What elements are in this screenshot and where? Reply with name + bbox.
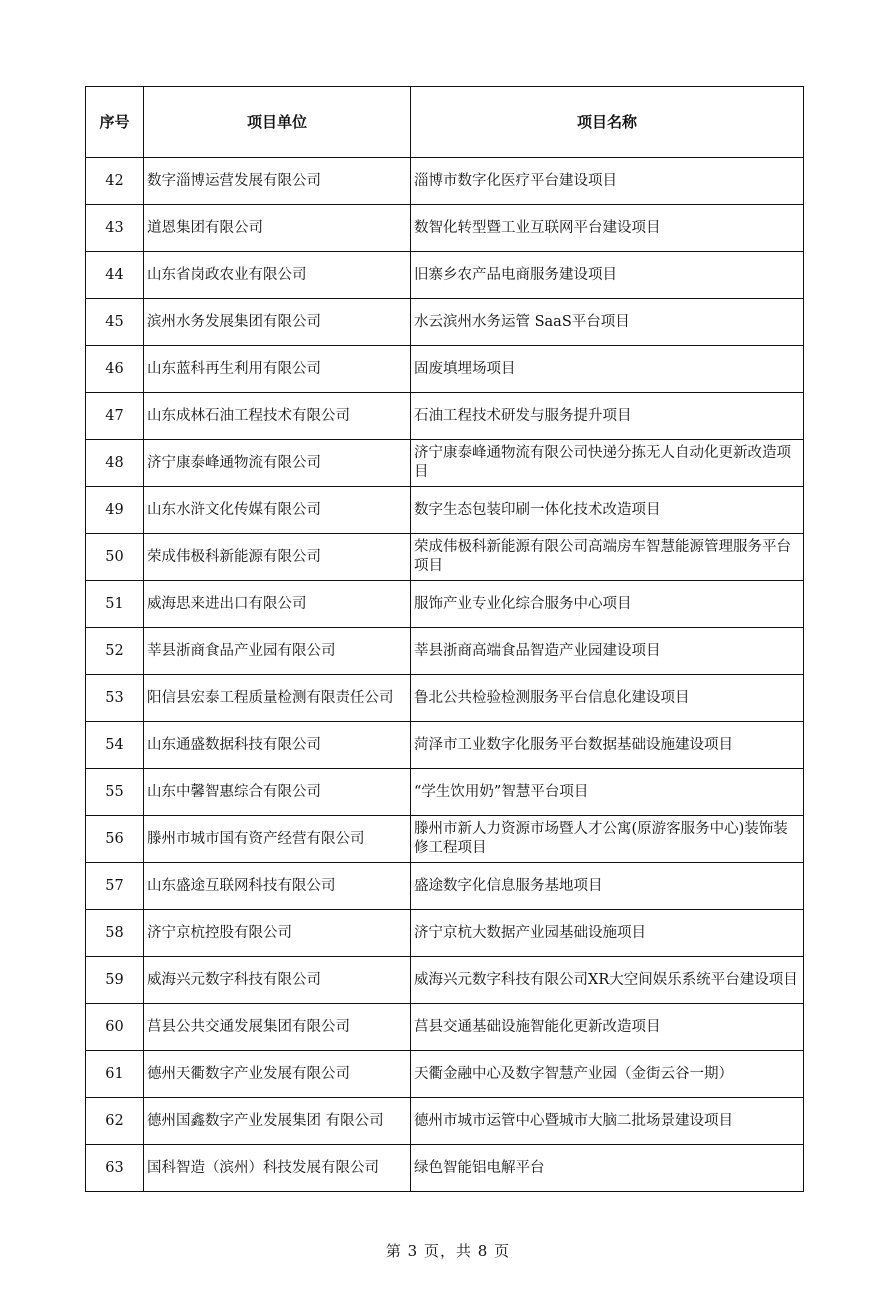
row-number-cell: 56 <box>86 816 144 863</box>
header-name: 项目名称 <box>411 87 804 158</box>
row-number-cell: 53 <box>86 675 144 722</box>
row-name-cell: 固废填埋场项目 <box>411 346 804 393</box>
row-name-cell: 威海兴元数字科技有限公司XR大空间娱乐系统平台建设项目 <box>411 957 804 1004</box>
row-unit-cell: 山东蓝科再生利用有限公司 <box>144 346 411 393</box>
row-name-cell: 济宁京杭大数据产业园基础设施项目 <box>411 910 804 957</box>
row-name-cell: 德州市城市运管中心暨城市大脑二批场景建设项目 <box>411 1098 804 1145</box>
table-row <box>86 910 804 957</box>
row-unit-cell: 德州天衢数字产业发展有限公司 <box>144 1051 411 1098</box>
row-number-cell: 57 <box>86 863 144 910</box>
row-unit-cell: 国科智造（滨州）科技发展有限公司 <box>144 1145 411 1192</box>
row-name-cell: 绿色智能铝电解平台 <box>411 1145 804 1192</box>
row-name-cell: 服饰产业专业化综合服务中心项目 <box>411 581 804 628</box>
table-row <box>86 722 804 769</box>
row-name-cell: 天衢金融中心及数字智慧产业园（金街云谷一期） <box>411 1051 804 1098</box>
table-row <box>86 1004 804 1051</box>
row-unit-cell: 山东盛途互联网科技有限公司 <box>144 863 411 910</box>
row-number-cell: 51 <box>86 581 144 628</box>
row-unit-cell: 数字淄博运营发展有限公司 <box>144 158 411 205</box>
row-number-cell: 60 <box>86 1004 144 1051</box>
row-number-cell: 54 <box>86 722 144 769</box>
row-number-cell: 63 <box>86 1145 144 1192</box>
row-unit-cell: 山东省岗政农业有限公司 <box>144 252 411 299</box>
row-name-cell: 莒县交通基础设施智能化更新改造项目 <box>411 1004 804 1051</box>
header-num: 序号 <box>86 87 144 158</box>
table-row <box>86 487 804 534</box>
row-name-cell: 石油工程技术研发与服务提升项目 <box>411 393 804 440</box>
row-unit-cell: 莒县公共交通发展集团有限公司 <box>144 1004 411 1051</box>
row-unit-cell: 济宁康泰峰通物流有限公司 <box>144 440 411 487</box>
page-footer: 第 3 页，共 8 页 <box>385 1242 511 1260</box>
row-number-cell: 46 <box>86 346 144 393</box>
row-number-cell: 61 <box>86 1051 144 1098</box>
header-unit: 项目单位 <box>144 87 411 158</box>
table-row <box>86 393 804 440</box>
table-body <box>86 158 804 1192</box>
row-number-cell: 47 <box>86 393 144 440</box>
row-number-cell: 45 <box>86 299 144 346</box>
row-number-cell: 42 <box>86 158 144 205</box>
row-unit-cell: 荣成伟极科新能源有限公司 <box>144 534 411 581</box>
row-number-cell: 55 <box>86 769 144 816</box>
table-row <box>86 1098 804 1145</box>
row-unit-cell: 道恩集团有限公司 <box>144 205 411 252</box>
row-name-cell: 菏泽市工业数字化服务平台数据基础设施建设项目 <box>411 722 804 769</box>
row-unit-cell: 威海思来进出口有限公司 <box>144 581 411 628</box>
row-unit-cell: 山东中馨智惠综合有限公司 <box>144 769 411 816</box>
table-row <box>86 346 804 393</box>
table-row <box>86 957 804 1004</box>
row-unit-cell: 阳信县宏泰工程质量检测有限责任公司 <box>144 675 411 722</box>
row-number-cell: 52 <box>86 628 144 675</box>
table-row <box>86 628 804 675</box>
row-name-cell: 鲁北公共检验检测服务平台信息化建设项目 <box>411 675 804 722</box>
row-unit-cell: 山东通盛数据科技有限公司 <box>144 722 411 769</box>
row-unit-cell: 山东成林石油工程技术有限公司 <box>144 393 411 440</box>
row-name-cell: 盛途数字化信息服务基地项目 <box>411 863 804 910</box>
row-unit-cell: 滕州市城市国有资产经营有限公司 <box>144 816 411 863</box>
table-row <box>86 252 804 299</box>
project-table <box>85 86 804 1192</box>
row-unit-cell: 山东水浒文化传媒有限公司 <box>144 487 411 534</box>
table-row <box>86 816 804 863</box>
row-name-cell: “学生饮用奶”智慧平台项目 <box>411 769 804 816</box>
row-name-cell: 水云滨州水务运管 SaaS平台项目 <box>411 299 804 346</box>
table-row <box>86 769 804 816</box>
table-row <box>86 205 804 252</box>
row-number-cell: 62 <box>86 1098 144 1145</box>
row-number-cell: 43 <box>86 205 144 252</box>
row-unit-cell: 莘县浙商食品产业园有限公司 <box>144 628 411 675</box>
table-header <box>86 87 804 158</box>
table-row <box>86 440 804 487</box>
row-name-cell: 莘县浙商高端食品智造产业园建设项目 <box>411 628 804 675</box>
table-row <box>86 1051 804 1098</box>
table-row <box>86 158 804 205</box>
row-unit-cell: 济宁京杭控股有限公司 <box>144 910 411 957</box>
header-row <box>86 87 804 158</box>
row-unit-cell: 威海兴元数字科技有限公司 <box>144 957 411 1004</box>
row-name-cell: 荣成伟极科新能源有限公司高端房车智慧能源管理服务平台项目 <box>411 534 804 581</box>
row-unit-cell: 德州国鑫数字产业发展集团 有限公司 <box>144 1098 411 1145</box>
table-row <box>86 299 804 346</box>
table-row <box>86 534 804 581</box>
row-number-cell: 59 <box>86 957 144 1004</box>
table-row <box>86 863 804 910</box>
row-number-cell: 49 <box>86 487 144 534</box>
table-row <box>86 1145 804 1192</box>
row-number-cell: 58 <box>86 910 144 957</box>
row-number-cell: 48 <box>86 440 144 487</box>
row-number-cell: 44 <box>86 252 144 299</box>
row-name-cell: 数智化转型暨工业互联网平台建设项目 <box>411 205 804 252</box>
row-name-cell: 旧寨乡农产品电商服务建设项目 <box>411 252 804 299</box>
row-name-cell: 数字生态包装印刷一体化技术改造项目 <box>411 487 804 534</box>
table-row <box>86 581 804 628</box>
row-unit-cell: 滨州水务发展集团有限公司 <box>144 299 411 346</box>
row-name-cell: 淄博市数字化医疗平台建设项目 <box>411 158 804 205</box>
row-name-cell: 济宁康泰峰通物流有限公司快递分拣无人自动化更新改造项目 <box>411 440 804 487</box>
row-number-cell: 50 <box>86 534 144 581</box>
row-name-cell: 滕州市新人力资源市场暨人才公寓(原游客服务中心)装饰装修工程项目 <box>411 816 804 863</box>
table-row <box>86 675 804 722</box>
